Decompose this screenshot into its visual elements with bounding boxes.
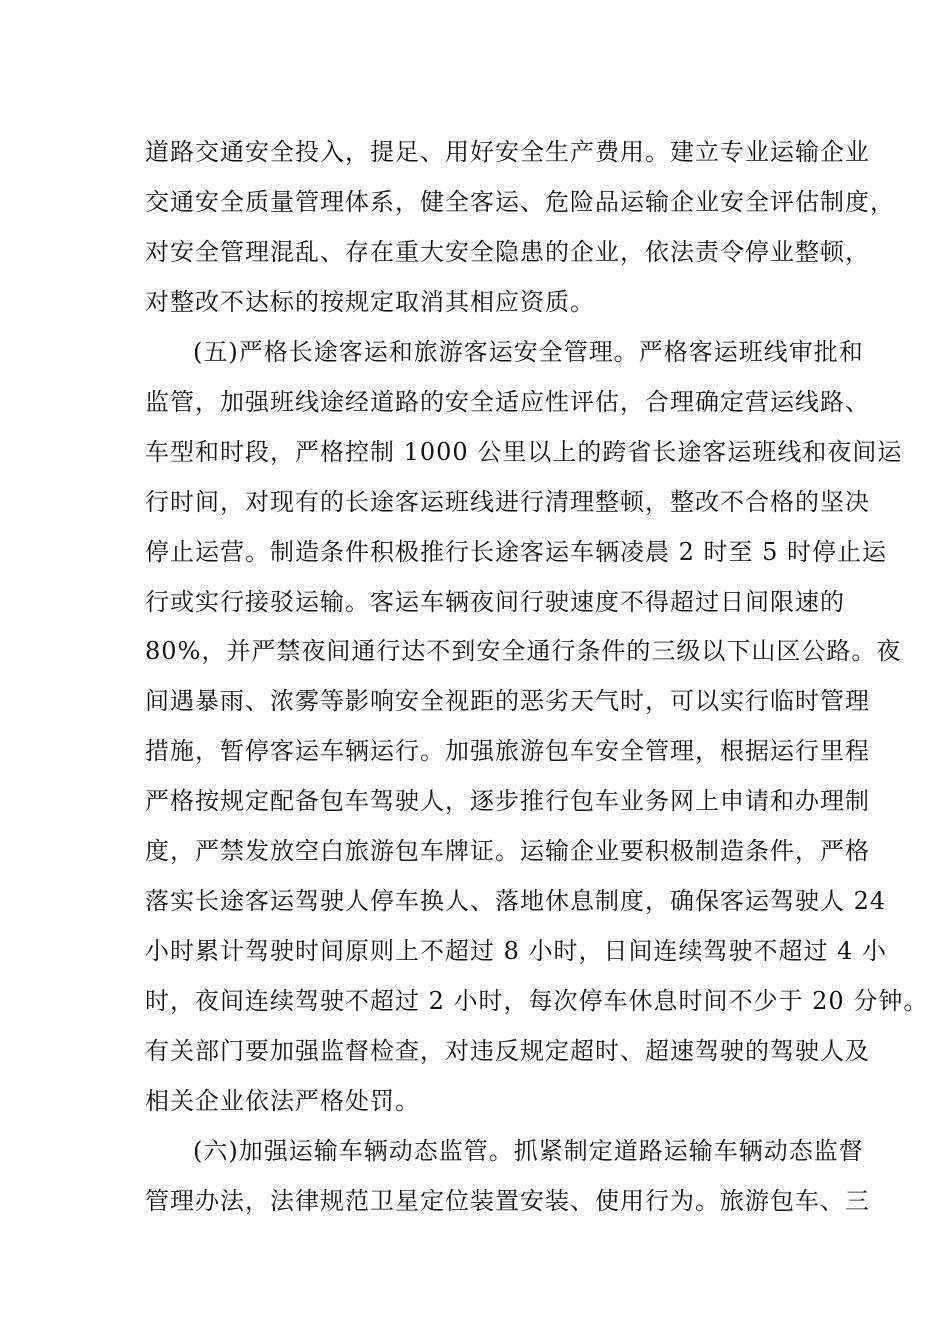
text-line: 80%，并严禁夜间通行达不到安全通行条件的三级以下山区公路。夜 xyxy=(145,637,902,665)
text-line: 停止运营。制造条件积极推行长途客运车辆凌晨 2 时至 5 时停止运 xyxy=(145,538,888,566)
text-line: 小时累计驾驶时间原则上不超过 8 小时，日间连续驾驶不超过 4 小 xyxy=(145,937,888,965)
text-line: 行时间，对现有的长途客运班线进行清理整顿，整改不合格的坚决 xyxy=(145,488,870,516)
paragraph-start-line: (五)严格长途客运和旅游客运安全管理。严格客运班线审批和 xyxy=(193,338,864,366)
text-line: 有关部门要加强监督检查，对违反规定超时、超速驾驶的驾驶人及 xyxy=(145,1037,870,1065)
text-line: 对安全管理混乱、存在重大安全隐患的企业，依法责令停业整顿， xyxy=(145,238,870,266)
text-line: 监管，加强班线途经道路的安全适应性评估，合理确定营运线路、 xyxy=(145,388,870,416)
text-line: 对整改不达标的按规定取消其相应资质。 xyxy=(145,288,595,316)
text-line: 措施，暂停客运车辆运行。加强旅游包车安全管理，根据运行里程 xyxy=(145,737,870,765)
text-line: 严格按规定配备包车驾驶人，逐步推行包车业务网上申请和办理制 xyxy=(145,787,870,815)
text-line: 行或实行接驳运输。客运车辆夜间行驶速度不得超过日间限速的 xyxy=(145,588,845,616)
text-line: 相关企业依法严格处罚。 xyxy=(145,1087,420,1115)
text-line: 间遇暴雨、浓雾等影响安全视距的恶劣天气时，可以实行临时管理 xyxy=(145,687,870,715)
text-line: 车型和时段，严格控制 1000 公里以上的跨省长途客运班线和夜间运 xyxy=(145,438,903,466)
text-line: 落实长途客运驾驶人停车换人、落地休息制度，确保客运驾驶人 24 xyxy=(145,887,887,915)
text-line: 时，夜间连续驾驶不超过 2 小时，每次停车休息时间不少于 20 分钟。 xyxy=(145,987,929,1015)
text-line: 度，严禁发放空白旅游包车牌证。运输企业要积极制造条件，严格 xyxy=(145,837,870,865)
text-line: 道路交通安全投入，提足、用好安全生产费用。建立专业运输企业 xyxy=(145,138,870,166)
paragraph-start-line: (六)加强运输车辆动态监管。抓紧制定道路运输车辆动态监督 xyxy=(193,1137,864,1165)
text-line: 交通安全质量管理体系，健全客运、危险品运输企业安全评估制度， xyxy=(145,188,895,216)
text-line: 管理办法，法律规范卫星定位装置安装、使用行为。旅游包车、三 xyxy=(145,1187,870,1215)
